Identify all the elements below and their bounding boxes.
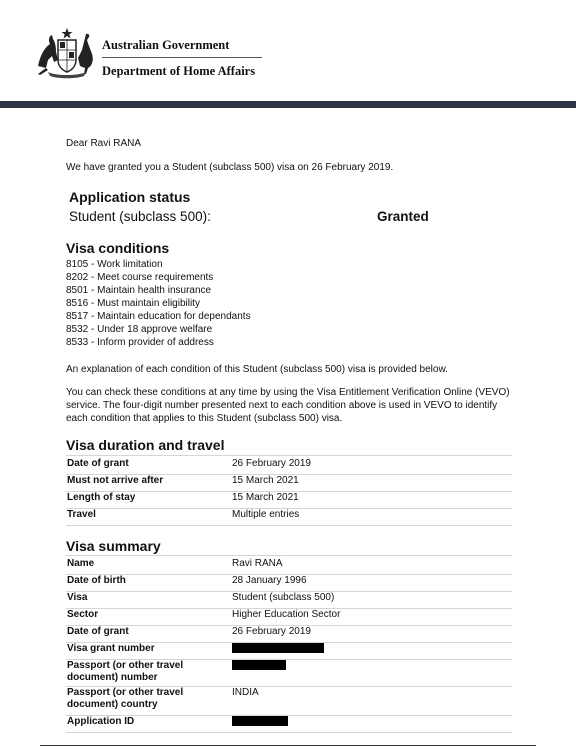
condition-item: 8532 - Under 18 approve welfare — [66, 324, 213, 335]
divider — [66, 555, 512, 556]
row-value — [232, 660, 286, 672]
row-value — [232, 643, 324, 655]
salutation: Dear Ravi RANA — [66, 138, 142, 149]
application-status-heading: Application status — [69, 189, 191, 205]
row-label: Visa grant number — [67, 643, 155, 654]
row-value: 28 January 1996 — [232, 575, 307, 586]
coat-of-arms-icon — [34, 26, 98, 80]
divider — [66, 455, 512, 456]
row-value: 15 March 2021 — [232, 475, 299, 486]
row-value: Ravi RANA — [232, 558, 283, 569]
row-value: Student (subclass 500) — [232, 592, 335, 603]
header-band — [0, 101, 576, 108]
row-label: Date of grant — [67, 626, 129, 637]
table-row — [66, 687, 512, 716]
row-label: Passport (or other travel document) number — [67, 660, 184, 683]
application-status-row — [69, 209, 449, 224]
table-row — [66, 716, 512, 733]
row-value: 26 February 2019 — [232, 626, 311, 637]
row-value: Higher Education Sector — [232, 609, 341, 620]
granted-statement: We have granted you a Student (subclass 500) visa on 26 February 2019. — [66, 162, 394, 173]
condition-item: 8516 - Must maintain eligibility — [66, 298, 200, 309]
row-label: Sector — [67, 609, 99, 620]
row-label: Date of birth — [67, 575, 126, 586]
redaction-bar — [232, 660, 286, 670]
redaction-bar — [232, 716, 288, 726]
department-name: Department of Home Affairs — [102, 64, 256, 78]
row-label: Visa — [67, 592, 88, 603]
row-label: Date of grant — [67, 458, 129, 469]
row-label: Name — [67, 558, 95, 569]
table-row — [66, 626, 512, 643]
row-label: Application ID — [67, 716, 135, 727]
row-label: Length of stay — [67, 492, 136, 503]
footer-divider — [40, 745, 536, 746]
row-label: Must not arrive after — [67, 475, 164, 486]
row-value: 15 March 2021 — [232, 492, 299, 503]
government-name: Australian Government — [102, 38, 262, 58]
table-row — [66, 575, 512, 592]
row-label: Travel — [67, 509, 96, 520]
row-value — [232, 716, 288, 728]
row-value: 26 February 2019 — [232, 458, 311, 469]
table-row — [66, 492, 512, 509]
table-row — [66, 509, 512, 526]
condition-item: 8533 - Inform provider of address — [66, 337, 214, 348]
table-row — [66, 458, 512, 475]
letterhead — [34, 26, 334, 86]
conditions-list — [66, 258, 251, 349]
table-row — [66, 609, 512, 626]
condition-item: 8105 - Work limitation — [66, 259, 163, 270]
table-row — [66, 643, 512, 660]
status-label: Student (subclass 500): — [69, 209, 211, 224]
table-row — [66, 475, 512, 492]
visa-conditions-heading: Visa conditions — [66, 240, 170, 256]
duration-table — [66, 458, 512, 526]
condition-item: 8501 - Maintain health insurance — [66, 285, 212, 296]
summary-heading: Visa summary — [66, 538, 161, 554]
redaction-bar — [232, 643, 324, 653]
condition-item: 8202 - Meet course requirements — [66, 272, 214, 283]
conditions-explanation: An explanation of each condition of this Student (subclass 500) visa is provided below. — [66, 364, 448, 375]
summary-table — [66, 558, 512, 733]
row-label: Passport (or other travel document) country — [67, 687, 184, 710]
table-row — [66, 592, 512, 609]
table-row — [66, 660, 512, 687]
table-row — [66, 558, 512, 575]
row-value: INDIA — [232, 687, 259, 698]
duration-heading: Visa duration and travel — [66, 437, 225, 453]
row-value: Multiple entries — [232, 509, 300, 520]
status-value: Granted — [377, 209, 429, 224]
vevo-paragraph: You can check these conditions at any time by using the Visa Entitlement Verification Online (VEVO) service. The four-digit number presented next to each condition above is used in VEVO to identify each condition that applies to this Student (subclass 500) visa. — [66, 387, 510, 424]
condition-item: 8517 - Maintain education for dependants — [66, 311, 251, 322]
